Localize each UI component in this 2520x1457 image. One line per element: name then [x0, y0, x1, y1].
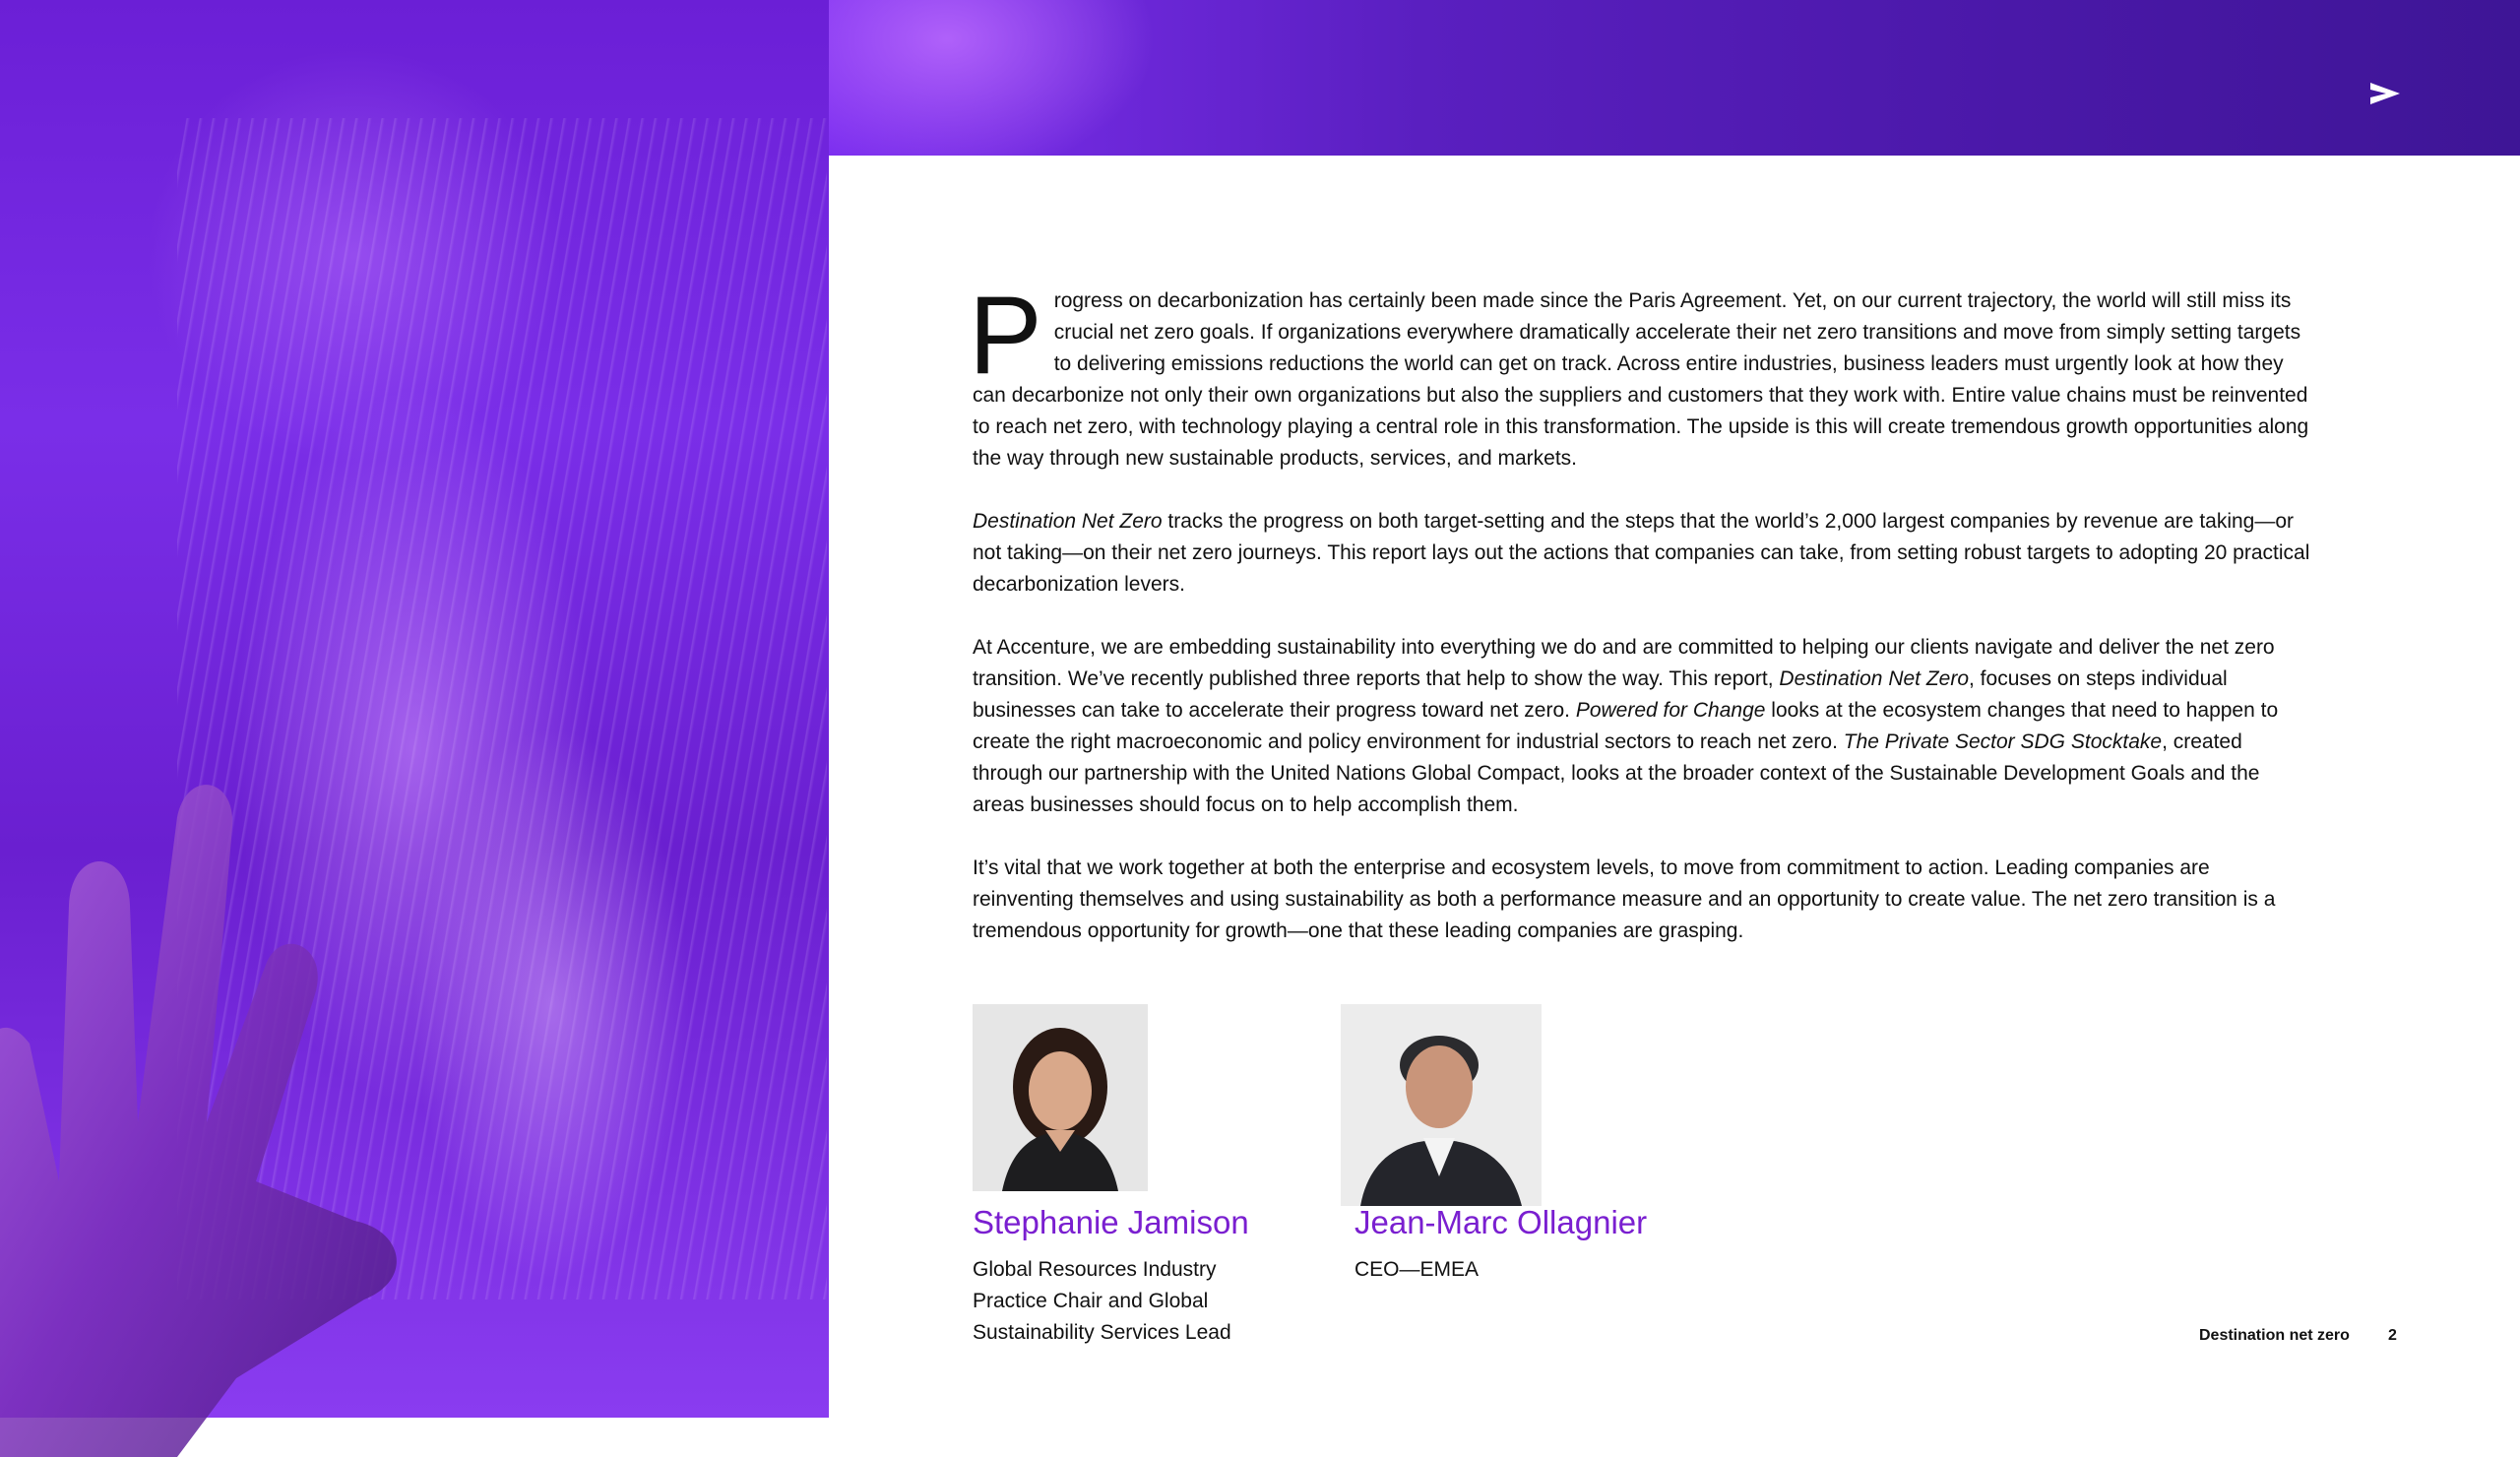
- person-role-1: Global Resources Industry Practice Chair and Global Sustainability Services Lead: [973, 1258, 1231, 1344]
- hand-silhouette: [0, 492, 453, 1457]
- person-name-1: Stephanie Jamison: [973, 1204, 1249, 1240]
- paragraph-2-text: tracks the progress on both target-setting and the steps that the world’s 2,000 largest companies by revenue are taking—or not taking—on their net zero journeys. This report lays out the actions that companies can take, from setting robust targets to adopting 20 practical decarbonization levers.: [973, 510, 2310, 596]
- report-title-destination-net-zero-2: Destination Net Zero: [1779, 667, 1970, 690]
- portrait-jean-marc-ollagnier: [1341, 1004, 1542, 1206]
- greater-than-chevron-icon: [2368, 77, 2402, 110]
- paragraph-4: It’s vital that we work together at both the enterprise and ecosystem levels, to move from commitment to action. Leading companies are reinventing themselves and using sustainability as both a performance measure and an opportunity to create value. The net zero transition is a tremendous opportunity for growth—one that these leading companies are grasping.: [973, 856, 2276, 942]
- page-number: 2: [2388, 1327, 2397, 1344]
- portrait-illustration: [973, 1004, 1148, 1191]
- paragraph-1: [969, 274, 2311, 475]
- paragraph-1-text: rogress on decarbonization has certainly been made since the Paris Agreement. Yet, on our current trajectory, the world will still miss its crucial net zero goals. If organizations everywhere dramatically accelerate their net zero transitions and move from simply setting targets to delivering emissions reductions the world can get on track. Across entire industries, business leaders must urgently look at how they can decarbonize not only their own organizations but also the suppliers and customers that they work with. Entire value chains must be reinvented to reach net zero, with technology playing a central role in this transformation. The upside is this will create tremendous growth opportunities along the way through new sustainable products, services, and markets.: [973, 289, 2309, 470]
- person-name-2: Jean-Marc Ollagnier: [1354, 1204, 1648, 1240]
- portrait-illustration: [1341, 1004, 1542, 1206]
- footer-document-title: Destination net zero: [2199, 1327, 2350, 1344]
- paragraph-3-text-a: At Accenture, we are embedding sustainability into everything we do and are committed to helping our clients navigate and deliver the net zero transition. We’ve recently published three reports that help to show the way. This report,: [973, 636, 2275, 690]
- report-title-sdg-stocktake: The Private Sector SDG Stocktake: [1843, 730, 2163, 753]
- drop-cap: P: [969, 274, 1042, 397]
- paragraph-3-text-c: , focuses on steps individual businesses can take to accelerate their progress toward net zero.: [973, 667, 2228, 722]
- paragraph-3-text-g: , created through our partnership with the United Nations Global Compact, looks at the broader context of the Sustainable Development Goals and the areas businesses should focus on to help accomplish them.: [973, 730, 2260, 816]
- paragraph-2: [973, 506, 2311, 601]
- report-title-powered-for-change: Powered for Change: [1575, 699, 1766, 722]
- hero-image-fiber-optics: [0, 0, 829, 1418]
- intro-text: [969, 274, 2311, 979]
- header-image-band: [829, 0, 2520, 156]
- person-role-2: CEO—EMEA: [1354, 1258, 1480, 1281]
- paragraph-3-text-e: looks at the ecosystem changes that need to happen to create the right macroeconomic and policy environment for industrial sectors to reach net zero.: [973, 699, 2279, 753]
- portrait-stephanie-jamison: [973, 1004, 1148, 1191]
- paragraph-3: [973, 632, 2311, 821]
- report-title-destination-net-zero: Destination Net Zero: [973, 510, 1163, 533]
